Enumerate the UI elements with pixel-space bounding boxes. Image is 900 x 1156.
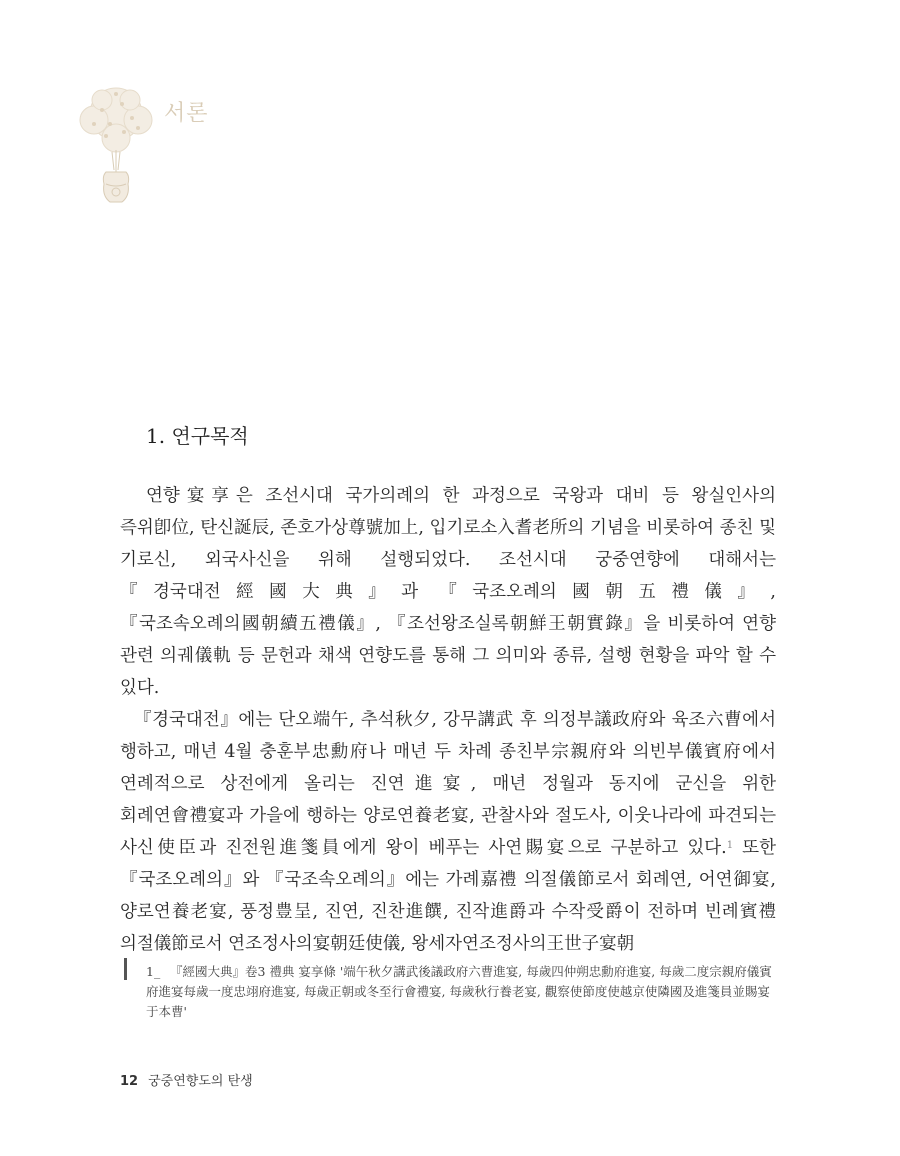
book-title: 궁중연향도의 탄생	[148, 1074, 253, 1089]
footnote-number: 1_	[146, 964, 161, 979]
footnote-divider	[124, 958, 127, 980]
body-paragraph	[120, 704, 776, 960]
footnote-reference[interactable]: 1	[726, 840, 734, 851]
flower-vase-ornament-icon	[72, 80, 160, 206]
page-footer	[120, 1070, 253, 1089]
footnote	[146, 962, 776, 1022]
page-number: 12	[120, 1074, 139, 1089]
body-paragraph: 연향宴享은 조선시대 국가의례의 한 과정으로 국왕과 대비 등 왕실인사의 즉위卽位, 탄신誕辰, 존호가상尊號加上, 입기로소入耆老所의 기념을 비롯하여 종친 및 기로신, 외국사신을 위해 설행되었다. 조선시대 궁중연향에 대해서는 『경국대전經國大典』과 『국조오례의國朝五禮儀』, 『국조속오례의國朝續五禮儀』, 『조선왕조실록朝鮮王朝實錄』을 비롯하여 연향 관련 의궤儀軌 등 문헌과 채색 연향도를 통해 그 의미와 종류, 설행 현황을 파악 할 수 있다.	[120, 486, 776, 698]
body-text	[120, 480, 776, 960]
body-paragraph-part: 『경국대전』에는 단오端午, 추석秋夕, 강무講武 후 의정부議政府와 육조六曹에서 행하고, 매년 4월 충훈부忠勳府나 매년 두 차례 종친부宗親府와 의빈부儀賓府에서 연례적으로 상전에게 올리는 진연進宴, 매년 정월과 동지에 군신을 위한 회례연會禮宴과 가을에 행하는 양로연養老宴, 관찰사와 절도사, 이웃나라에 파견되는 사신使臣과 진전원進箋員에게 왕이 베푸는 사연賜宴으로 구분하고 있다.	[120, 710, 776, 858]
footnote-text: 『經國大典』卷3 禮典 宴享條 '端午秋夕講武後議政府六曹進宴, 每歲四仲朔忠勳府進宴, 每歲二度宗親府儀賓府進宴每歲一度忠翊府進宴, 每歲正朝或冬至行會禮宴, 每歲秋行養老宴, 觀察使節度使越京使隣國及進箋員並賜宴于本曹'	[146, 964, 772, 1019]
section-heading: 1. 연구목적	[146, 424, 249, 448]
chapter-title: 서론	[164, 101, 209, 126]
body-paragraph-part: 또한 『국조오례의』와 『국조속오례의』에는 가례嘉禮 의절儀節로서 회례연, 어연御宴, 양로연養老宴, 풍정豊呈, 진연, 진찬進饌, 진작進爵과 수작受爵이 전하며 빈례賓禮 의절儀節로서 연조정사의宴朝廷使儀, 왕세자연조정사의王世子宴朝	[120, 838, 776, 954]
